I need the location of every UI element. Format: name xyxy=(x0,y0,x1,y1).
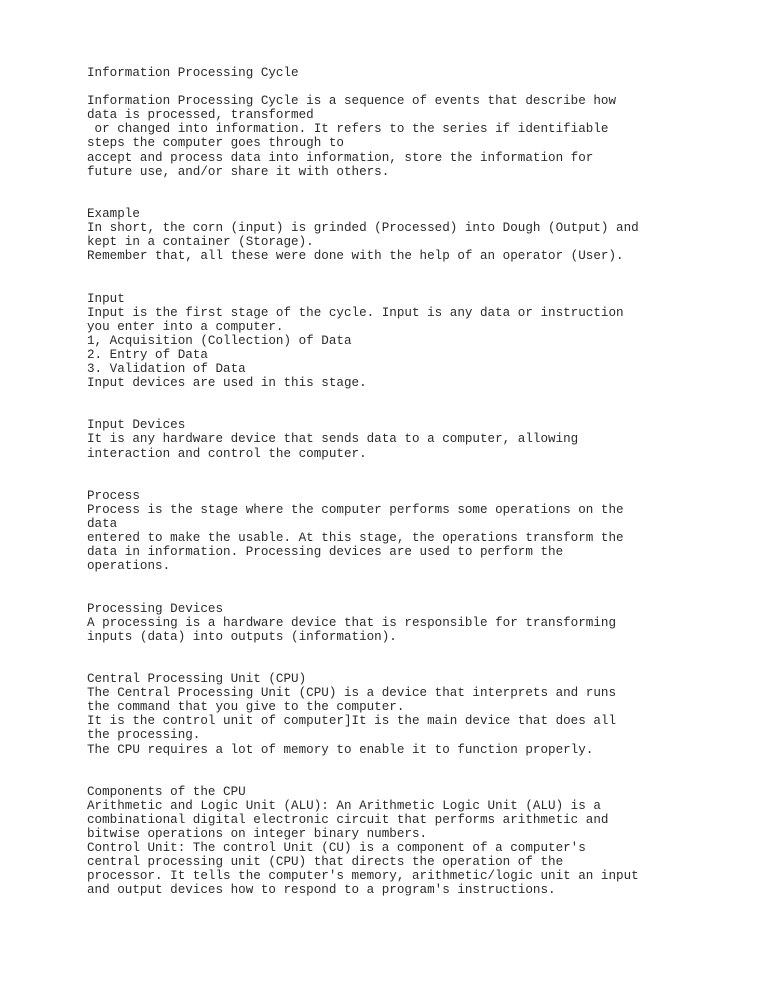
section-example xyxy=(87,207,727,263)
paragraph-line: operations. xyxy=(87,559,171,574)
paragraph-line: The CPU requires a lot of memory to enable it to function properly. xyxy=(87,742,594,757)
document-title: Information Processing Cycle xyxy=(87,66,299,80)
paragraph-line: the processing. xyxy=(87,728,201,743)
paragraph-line: Process is the stage where the computer performs some operations on the xyxy=(87,502,624,517)
section-heading: Input Devices xyxy=(87,418,186,433)
list-item: 2. Entry of Data xyxy=(87,347,208,362)
section-heading: Central Processing Unit (CPU) xyxy=(87,672,307,687)
paragraph-line: you enter into a computer. xyxy=(87,319,284,334)
document-page xyxy=(87,66,727,898)
paragraph-line: data is processed, transformed xyxy=(87,108,314,123)
paragraph-line: steps the computer goes through to xyxy=(87,136,344,151)
paragraph-line: future use, and/or share it with others. xyxy=(87,164,390,179)
paragraph-line: It is any hardware device that sends data to a computer, allowing xyxy=(87,432,579,447)
paragraph-line: Input devices are used in this stage. xyxy=(87,376,367,391)
paragraph-line: Input is the first stage of the cycle. Input is any data or instruction xyxy=(87,305,624,320)
section-heading: Process xyxy=(87,488,140,503)
paragraph-line: bitwise operations on integer binary numbers. xyxy=(87,827,428,842)
paragraph-line: A processing is a hardware device that is responsible for transforming xyxy=(87,615,617,630)
paragraph-line: The Central Processing Unit (CPU) is a device that interprets and runs xyxy=(87,686,617,701)
paragraph-line: combinational digital electronic circuit that performs arithmetic and xyxy=(87,812,609,827)
paragraph-line: Control Unit: The control Unit (CU) is a component of a computer's xyxy=(87,841,586,856)
paragraph-line: and output devices how to respond to a program's instructions. xyxy=(87,883,556,898)
paragraph-line: Arithmetic and Logic Unit (ALU): An Arithmetic Logic Unit (ALU) is a xyxy=(87,798,601,813)
section-heading: Example xyxy=(87,206,140,221)
paragraph-line: It is the control unit of computer]It is the main device that does all xyxy=(87,714,617,729)
list-item: 1, Acquisition (Collection) of Data xyxy=(87,333,352,348)
paragraph-line: interaction and control the computer. xyxy=(87,446,367,461)
paragraph-line: Information Processing Cycle is a sequence of events that describe how xyxy=(87,94,617,109)
section-heading: Components of the CPU xyxy=(87,784,246,799)
paragraph-line: Remember that, all these were done with the help of an operator (User). xyxy=(87,249,624,264)
section-cpu xyxy=(87,672,727,757)
section-process xyxy=(87,489,727,574)
paragraph-line: entered to make the usable. At this stage, the operations transform the xyxy=(87,531,624,546)
paragraph-line: or changed into information. It refers to the series if identifiable xyxy=(87,122,609,137)
section-heading: Input xyxy=(87,291,125,306)
paragraph-line: central processing unit (CPU) that directs the operation of the xyxy=(87,855,564,870)
paragraph-line: data xyxy=(87,517,118,531)
paragraph-line: the command that you give to the computer. xyxy=(87,700,405,715)
section-input-devices xyxy=(87,418,727,460)
paragraph-line: inputs (data) into outputs (information). xyxy=(87,629,397,644)
paragraph-line: processor. It tells the computer's memory, arithmetic/logic unit an input xyxy=(87,869,639,884)
section-intro xyxy=(87,94,727,179)
section-cpu-components xyxy=(87,785,727,898)
section-heading: Processing Devices xyxy=(87,601,224,616)
section-input xyxy=(87,292,727,391)
paragraph-line: accept and process data into information, store the information for xyxy=(87,150,594,165)
list-item: 3. Validation of Data xyxy=(87,361,246,376)
section-processing-devices xyxy=(87,602,727,644)
paragraph-line: In short, the corn (input) is grinded (Processed) into Dough (Output) and xyxy=(87,221,639,236)
paragraph-line: data in information. Processing devices are used to perform the xyxy=(87,545,564,560)
paragraph-line: kept in a container (Storage). xyxy=(87,235,314,250)
